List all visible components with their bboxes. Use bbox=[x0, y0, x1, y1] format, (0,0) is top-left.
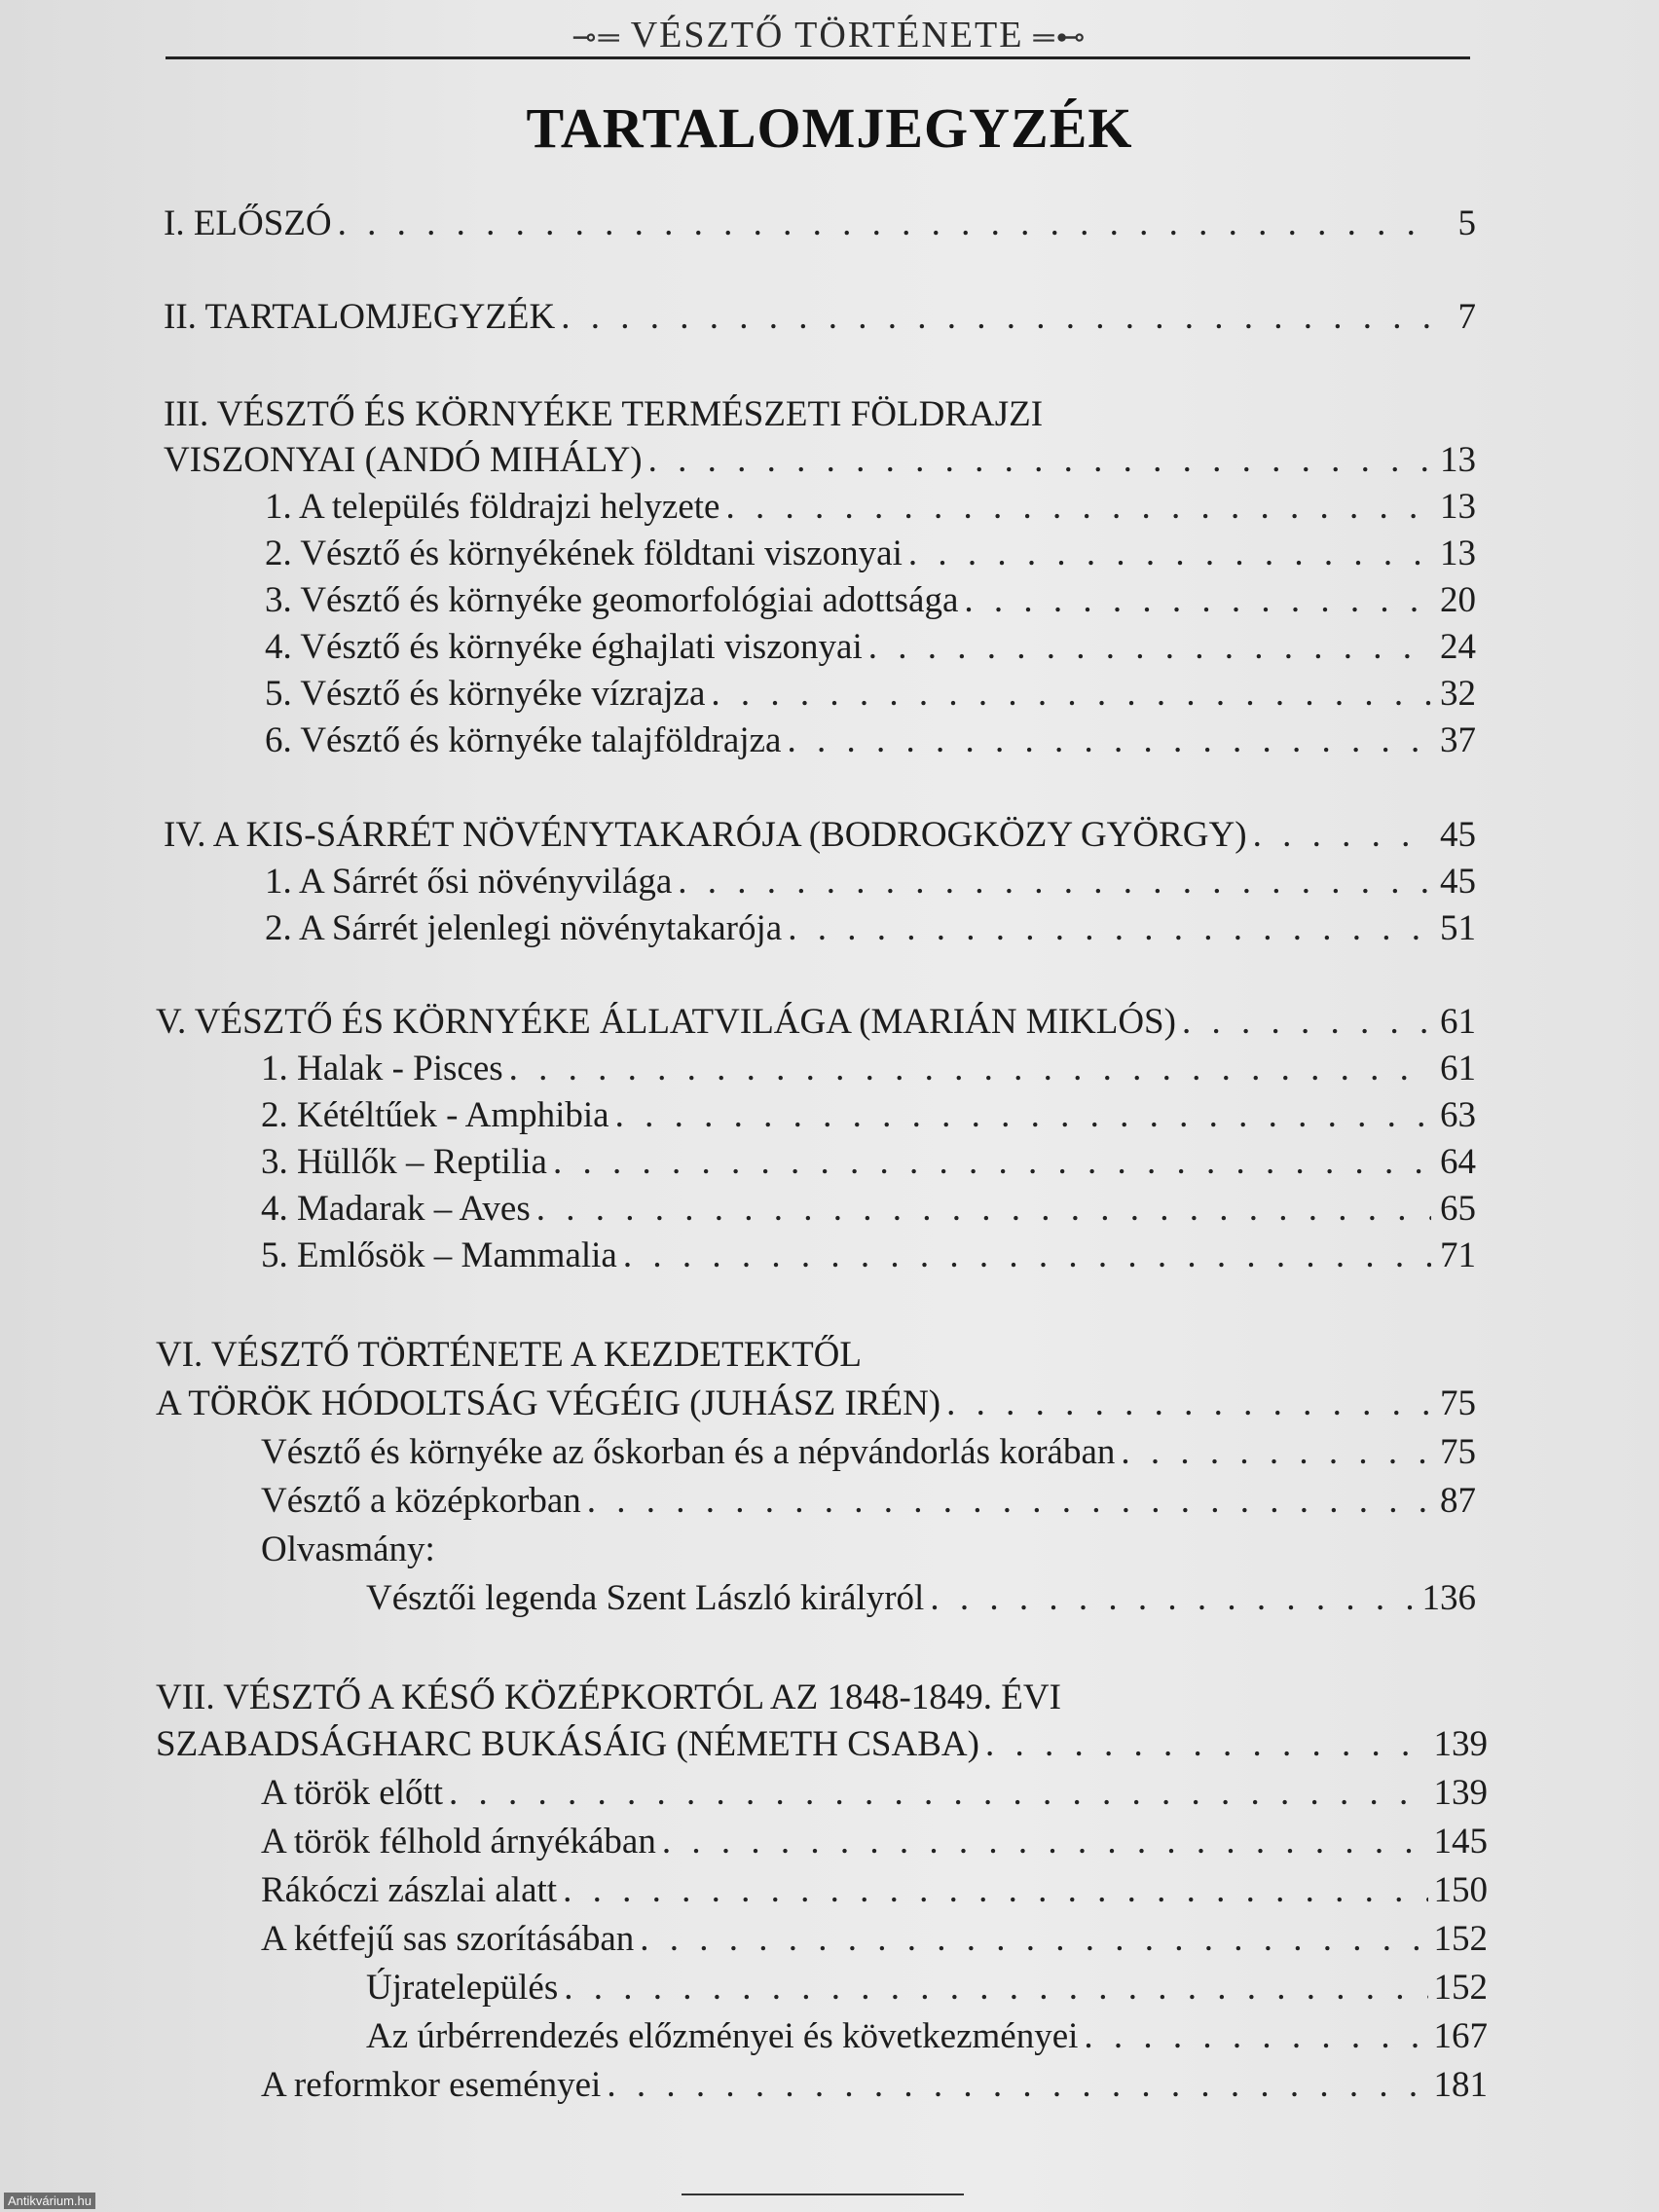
toc-entry bbox=[261, 1918, 1488, 1961]
toc-entry-title: V. VÉSZTŐ ÉS KÖRNYÉKE ÁLLATVILÁGA (MARIÁN MIKLÓS) bbox=[156, 1002, 1176, 1042]
toc-entry bbox=[265, 579, 1476, 622]
toc-entry bbox=[366, 1577, 1476, 1620]
toc-entry-title: Rákóczi zászlai alatt bbox=[261, 1870, 558, 1910]
toc-entry-page: 63 bbox=[1440, 1095, 1476, 1135]
dot-leader bbox=[563, 1869, 1427, 1912]
toc-entry bbox=[261, 2064, 1488, 2107]
toc-entry bbox=[156, 1723, 1488, 1766]
dot-leader bbox=[536, 1188, 1431, 1231]
toc-entry bbox=[261, 1821, 1488, 1863]
toc-entry bbox=[164, 296, 1476, 339]
toc-entry bbox=[164, 203, 1476, 245]
page-title: TARTALOMJEGYZÉK bbox=[526, 96, 1133, 160]
toc-entry-page: 145 bbox=[1433, 1822, 1488, 1862]
toc-entry bbox=[164, 814, 1476, 857]
dot-leader bbox=[711, 673, 1431, 716]
toc-entry-title: 1. A Sárrét ősi növényvilága bbox=[265, 862, 673, 902]
toc-entry-title: SZABADSÁGHARC BUKÁSÁIG (NÉMETH CSABA) bbox=[156, 1724, 979, 1764]
dot-leader bbox=[449, 1772, 1427, 1815]
dot-leader bbox=[930, 1577, 1416, 1620]
toc-entry bbox=[265, 719, 1476, 762]
toc-entry-title: Az úrbérrendezés előzményei és következményei bbox=[366, 2016, 1079, 2056]
toc-entry-page: 13 bbox=[1440, 534, 1476, 573]
toc-entry-page: 13 bbox=[1440, 487, 1476, 527]
dot-leader bbox=[338, 203, 1431, 245]
dot-leader bbox=[787, 719, 1431, 762]
toc-entry-page: 24 bbox=[1440, 627, 1476, 667]
toc-entry-title: 6. Vésztő és környéke talajföldrajza bbox=[265, 720, 782, 760]
dot-leader bbox=[1084, 2015, 1427, 2058]
dot-leader bbox=[648, 439, 1431, 482]
toc-entry-title: A reformkor eseményei bbox=[261, 2065, 602, 2105]
toc-entry bbox=[261, 1188, 1476, 1231]
toc-entry-page: 150 bbox=[1433, 1870, 1488, 1910]
dot-leader bbox=[946, 1382, 1431, 1425]
dot-leader bbox=[615, 1094, 1431, 1137]
toc-entry-title: VISZONYAI (ANDÓ MIHÁLY) bbox=[164, 440, 643, 480]
toc-entry bbox=[156, 1001, 1476, 1044]
toc-entry-page: 45 bbox=[1440, 862, 1476, 902]
toc-entry bbox=[164, 439, 1476, 482]
dot-leader bbox=[868, 626, 1431, 669]
toc-entry-page: 87 bbox=[1440, 1481, 1476, 1521]
toc-entry-page: 61 bbox=[1440, 1002, 1476, 1042]
toc-entry bbox=[261, 1431, 1476, 1474]
toc-entry-title: 3. Vésztő és környéke geomorfológiai adottsága bbox=[265, 580, 959, 620]
toc-entry bbox=[265, 907, 1476, 950]
toc-entry bbox=[261, 1048, 1476, 1090]
toc-entry-title: 1. A település földrajzi helyzete bbox=[265, 487, 720, 527]
toc-entry-title: 1. Halak - Pisces bbox=[261, 1049, 503, 1088]
toc-entry bbox=[261, 1235, 1476, 1277]
toc-entry-title: 4. Madarak – Aves bbox=[261, 1189, 531, 1229]
toc-entry-page: 136 bbox=[1421, 1578, 1476, 1618]
left-ornament-icon: ⊸═ bbox=[571, 21, 621, 54]
toc-entry-page: 45 bbox=[1440, 815, 1476, 855]
toc-entry-page: 75 bbox=[1440, 1383, 1476, 1423]
toc-entry-page: 152 bbox=[1433, 1968, 1488, 2008]
dot-leader bbox=[985, 1723, 1428, 1766]
toc-entry-page: 20 bbox=[1440, 580, 1476, 620]
toc-entry-page: 139 bbox=[1433, 1773, 1488, 1813]
toc-entry-title: A kétfejű sas szorításában bbox=[261, 1919, 635, 1959]
toc-entry-title: Újratelepülés bbox=[366, 1968, 559, 2008]
dot-leader bbox=[561, 296, 1431, 339]
toc-entry-page: 71 bbox=[1440, 1235, 1476, 1275]
toc-entry-title: A török félhold árnyékában bbox=[261, 1822, 656, 1862]
toc-entry bbox=[366, 1967, 1488, 2009]
running-title: VÉSZTŐ TÖRTÉNETE bbox=[630, 15, 1024, 55]
toc-entry-page: 75 bbox=[1440, 1432, 1476, 1472]
toc-entry-page: 152 bbox=[1433, 1919, 1488, 1959]
toc-entry bbox=[265, 626, 1476, 669]
toc-chapter-heading: VI. VÉSZTŐ TÖRTÉNETE A KEZDETEKTŐL bbox=[156, 1335, 863, 1375]
dot-leader bbox=[587, 1480, 1431, 1523]
toc-entry-title: IV. A KIS-SÁRRÉT NÖVÉNYTAKARÓJA (BODROGKÖZY GYÖRGY) bbox=[164, 815, 1247, 855]
toc-entry bbox=[261, 1772, 1488, 1815]
watermark: Antikvárium.hu bbox=[4, 2193, 95, 2209]
toc-entry-page: 13 bbox=[1440, 440, 1476, 480]
toc-entry-title: A TÖRÖK HÓDOLTSÁG VÉGÉIG (JUHÁSZ IRÉN) bbox=[156, 1383, 941, 1423]
toc-entry-title: 5. Vésztő és környéke vízrajza bbox=[265, 674, 706, 714]
toc-entry-title: 2. A Sárrét jelenlegi növénytakarója bbox=[265, 908, 783, 948]
dot-leader bbox=[607, 2064, 1427, 2107]
toc-entry-title: 2. Vésztő és környékének földtani viszonyai bbox=[265, 534, 903, 573]
dot-leader bbox=[964, 579, 1431, 622]
toc-entry-page: 7 bbox=[1457, 297, 1476, 337]
toc-entry-title: I. ELŐSZÓ bbox=[164, 203, 332, 243]
dot-leader bbox=[564, 1967, 1427, 2009]
toc-entry-page: 167 bbox=[1433, 2016, 1488, 2056]
toc-entry bbox=[261, 1480, 1476, 1523]
dot-leader bbox=[1182, 1001, 1431, 1044]
toc-subheading: Olvasmány: bbox=[261, 1530, 435, 1569]
dot-leader bbox=[623, 1235, 1431, 1277]
toc-entry-title: 4. Vésztő és környéke éghajlati viszonyai bbox=[265, 627, 863, 667]
toc-entry bbox=[265, 861, 1476, 903]
toc-entry-page: 181 bbox=[1433, 2065, 1488, 2105]
toc-chapter-heading: VII. VÉSZTŐ A KÉSŐ KÖZÉPKORTÓL AZ 1848-1849. ÉVI bbox=[156, 1677, 1061, 1717]
dot-leader bbox=[725, 486, 1431, 529]
dot-leader bbox=[662, 1821, 1428, 1863]
toc-entry-page: 65 bbox=[1440, 1189, 1476, 1229]
dot-leader bbox=[509, 1048, 1431, 1090]
dot-leader bbox=[1253, 814, 1431, 857]
toc-entry-page: 32 bbox=[1440, 674, 1476, 714]
toc-entry bbox=[261, 1141, 1476, 1184]
toc-entry bbox=[366, 2015, 1488, 2058]
toc-entry bbox=[265, 673, 1476, 716]
dot-leader bbox=[553, 1141, 1431, 1184]
dot-leader bbox=[1121, 1431, 1431, 1474]
dot-leader bbox=[640, 1918, 1427, 1961]
toc-entry-page: 139 bbox=[1433, 1724, 1488, 1764]
toc-entry bbox=[265, 533, 1476, 575]
toc-entry-title: Vésztő a középkorban bbox=[261, 1481, 581, 1521]
toc-entry-title: A török előtt bbox=[261, 1773, 444, 1813]
toc-entry bbox=[261, 1094, 1476, 1137]
toc-entry-page: 61 bbox=[1440, 1049, 1476, 1088]
toc-entry bbox=[156, 1382, 1476, 1425]
dot-leader bbox=[908, 533, 1431, 575]
dot-leader bbox=[678, 861, 1431, 903]
toc-entry-title: 5. Emlősök – Mammalia bbox=[261, 1235, 617, 1275]
toc-entry-page: 37 bbox=[1440, 720, 1476, 760]
toc-chapter-heading: III. VÉSZTŐ ÉS KÖRNYÉKE TERMÉSZETI FÖLDRAJZI bbox=[164, 394, 1044, 434]
right-ornament-icon: ═⊷ bbox=[1033, 21, 1088, 54]
dot-leader bbox=[788, 907, 1431, 950]
toc-entry-title: II. TARTALOMJEGYZÉK bbox=[164, 297, 556, 337]
toc-entry-title: 2. Kétéltűek - Amphibia bbox=[261, 1095, 609, 1135]
toc-entry-title: Vésztői legenda Szent László királyról bbox=[366, 1578, 925, 1618]
toc-entry bbox=[265, 486, 1476, 529]
footer-rule bbox=[682, 2194, 964, 2195]
toc-entry-page: 5 bbox=[1457, 203, 1476, 243]
toc-entry-page: 51 bbox=[1440, 908, 1476, 948]
toc-entry-page: 64 bbox=[1440, 1142, 1476, 1182]
toc-entry bbox=[261, 1869, 1488, 1912]
toc-entry-title: Vésztő és környéke az őskorban és a népvándorlás korában bbox=[261, 1432, 1116, 1472]
toc-entry-title: 3. Hüllők – Reptilia bbox=[261, 1142, 547, 1182]
